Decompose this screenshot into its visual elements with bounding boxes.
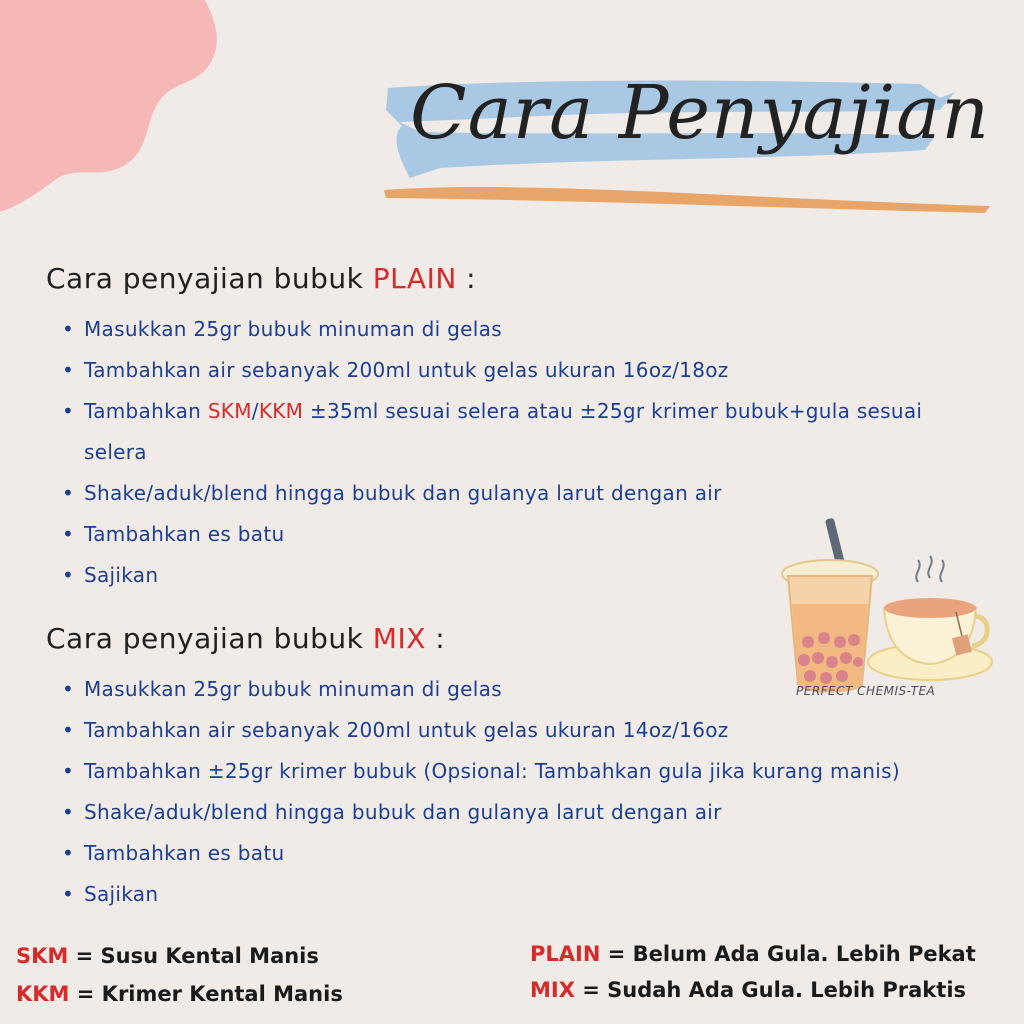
title-block <box>380 40 1000 220</box>
brand-label: PERFECT CHEMIS-TEA <box>796 684 936 698</box>
legend-plain <box>530 942 976 966</box>
mix-steps-list <box>62 669 900 915</box>
list-item: • Shake/aduk/blend hingga bubuk dan gulanya larut dengan air <box>62 473 984 514</box>
page-title: Cara Penyajian <box>410 70 990 156</box>
list-item: • Masukkan 25gr bubuk minuman di gelas <box>62 669 900 710</box>
legend-kkm-key: KKM <box>16 982 70 1006</box>
mix-heading-suffix: : <box>435 622 446 655</box>
legend-mix-text: = Sudah Ada Gula. Lebih Praktis <box>582 978 967 1002</box>
tea-illustration <box>780 512 1000 712</box>
step-text: ±35ml sesuai selera atau ±25gr krimer bubuk+gula sesuai selera <box>84 399 923 464</box>
plain-heading-prefix: Cara penyajian bubuk <box>46 262 364 295</box>
orange-brush-underline <box>384 187 990 213</box>
list-item: • Shake/aduk/blend hingga bubuk dan gulanya larut dengan air <box>62 792 900 833</box>
list-item: • Tambahkan es batu <box>62 833 900 874</box>
legend-kkm <box>16 982 343 1006</box>
mix-section-heading <box>46 622 445 655</box>
step-text: Tambahkan <box>84 399 202 423</box>
step-separator: / <box>251 399 259 423</box>
plain-heading-key: PLAIN <box>372 262 457 295</box>
legend-skm <box>16 944 319 968</box>
legend-skm-key: SKM <box>16 944 69 968</box>
plain-heading-suffix: : <box>466 262 477 295</box>
kkm-highlight: KKM <box>258 399 304 423</box>
list-item: • Sajikan <box>62 555 984 596</box>
legend-mix-key: MIX <box>530 978 575 1002</box>
list-item <box>62 391 984 473</box>
list-item: • Masukkan 25gr bubuk minuman di gelas <box>62 309 984 350</box>
legend-plain-text: = Belum Ada Gula. Lebih Pekat <box>607 942 976 966</box>
plain-section-heading <box>46 262 476 295</box>
legend-mix <box>530 978 966 1002</box>
pink-corner-blob <box>0 0 230 220</box>
mix-heading-prefix: Cara penyajian bubuk <box>46 622 364 655</box>
list-item: • Tambahkan es batu <box>62 514 984 555</box>
legend-kkm-text: = Krimer Kental Manis <box>76 982 343 1006</box>
list-item: • Tambahkan air sebanyak 200ml untuk gelas ukuran 14oz/16oz <box>62 710 900 751</box>
list-item: • Sajikan <box>62 874 900 915</box>
boba-and-teacup-icon <box>780 512 1000 712</box>
list-item: • Tambahkan ±25gr krimer bubuk (Opsional: Tambahkan gula jika kurang manis) <box>62 751 900 792</box>
legend-plain-key: PLAIN <box>530 942 601 966</box>
list-item: • Tambahkan air sebanyak 200ml untuk gelas ukuran 16oz/18oz <box>62 350 984 391</box>
mix-heading-key: MIX <box>372 622 426 655</box>
legend-skm-text: = Susu Kental Manis <box>75 944 319 968</box>
skm-highlight: SKM <box>207 399 252 423</box>
